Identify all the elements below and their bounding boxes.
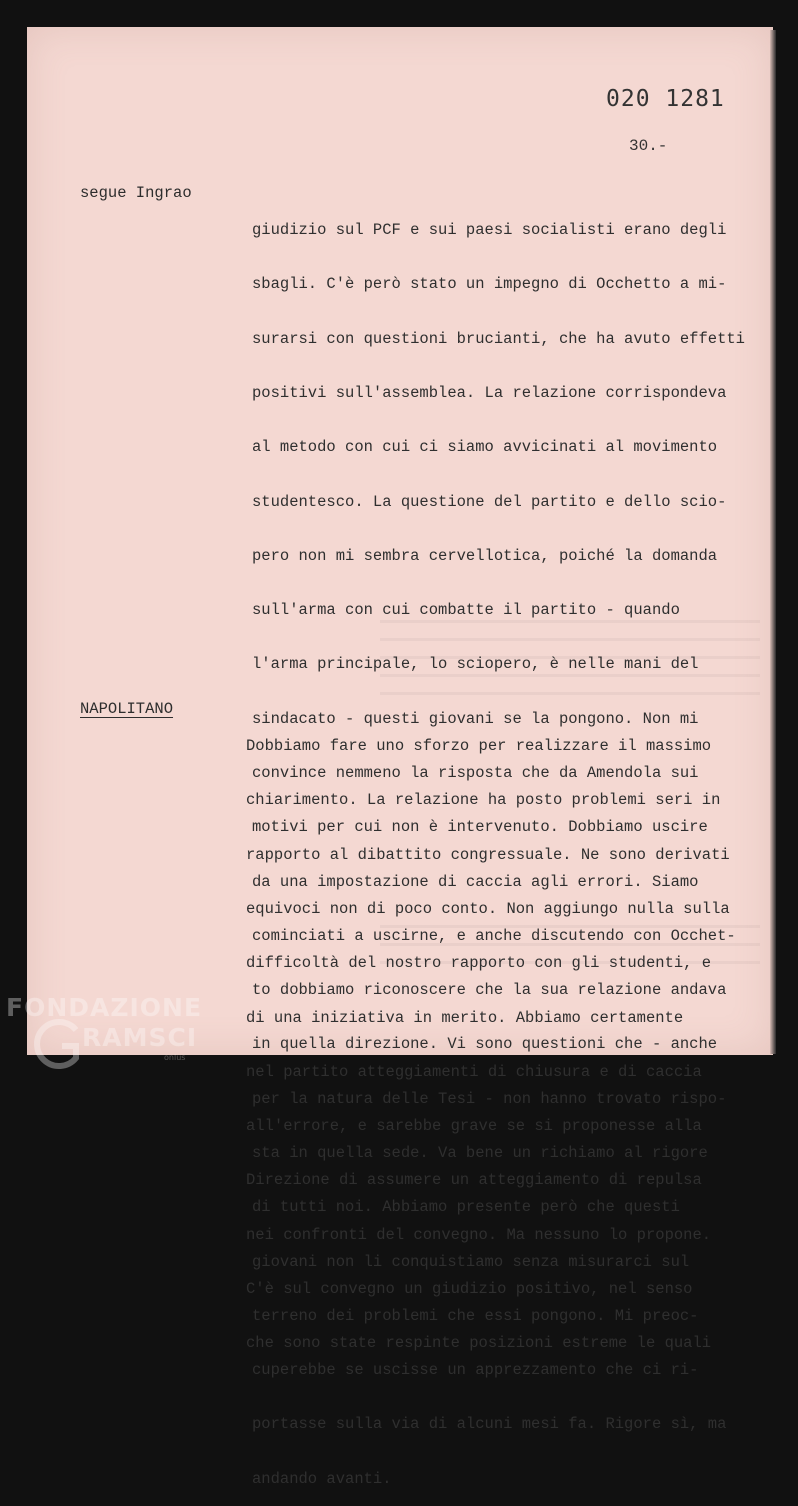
watermark-subtext: onlus (164, 1053, 186, 1062)
watermark-text: RAMSCI (82, 1023, 198, 1052)
text-line: cominciati a uscirne, e anche discutendo con Occhet- (252, 926, 736, 945)
speech-text (246, 701, 730, 1370)
watermark-logo (2, 990, 202, 1080)
text-line: sindacato - questi giovani se la pongono. Non mi (252, 709, 699, 728)
text-line: cuperebbe se uscisse un apprezzamento che ci ri- (252, 1361, 699, 1380)
text-line: al metodo con cui ci siamo avvicinati al movimento (252, 438, 718, 457)
text-line: che sono state respinte posizioni estreme le quali (246, 1334, 712, 1353)
text-line: Dobbiamo fare uno sforzo per realizzare il massimo (246, 737, 712, 756)
text-line: convince nemmeno la risposta che da Amendola sui (252, 764, 699, 782)
speaker-label: NAPOLITANO (80, 700, 174, 718)
text-line: da una impostazione di caccia agli errori. Siamo (252, 872, 699, 891)
text-line: difficoltà del nostro rapporto con gli studenti, e (246, 954, 712, 973)
text-line: l'arma principale, lo sciopero, è nelle mani del (252, 655, 699, 674)
text-line: C'è sul convegno un giudizio positivo, nel senso (246, 1280, 693, 1298)
text-line: in quella direzione. Vi sono questioni che - anche (252, 1035, 718, 1054)
text-line: all'errore, e sarebbe grave se si proponesse alla (246, 1117, 702, 1136)
text-line: di una iniziativa in merito. Abbiamo certamente (246, 1008, 684, 1027)
text-line: di tutti noi. Abbiamo presente però che questi (252, 1198, 680, 1217)
page-edge-shadow (770, 30, 776, 1054)
text-line: sull'arma con cui combatte il partito - quando (252, 601, 680, 620)
archive-number: 020 1281 (606, 86, 725, 112)
text-line: nel partito atteggiamenti di chiusura e di caccia (246, 1062, 702, 1081)
text-line: giovani non li conquistiamo senza misurarci sul (252, 1252, 690, 1271)
page-number: 30.- (629, 137, 668, 155)
text-line: positivi sull'assemblea. La relazione corrispondeva (252, 384, 727, 403)
text-line: motivi per cui non è intervenuto. Dobbiamo uscire (252, 818, 708, 837)
text-line: sbagli. C'è però stato un impegno di Occhetto a mi- (252, 275, 727, 294)
text-line: per la natura delle Tesi - non hanno trovato rispo- (252, 1089, 727, 1108)
g-logo-icon (34, 1016, 84, 1072)
text-line: studentesco. La questione del partito e dello scio- (252, 492, 727, 511)
watermark-text: FONDAZIONE (6, 993, 203, 1022)
text-line: andando avanti. (252, 1469, 392, 1488)
text-line: terreno dei problemi che essi pongono. Mi preoc- (252, 1306, 699, 1325)
text-line: equivoci non di poco conto. Non aggiungo nulla sulla (246, 900, 730, 919)
text-line: nei confronti del convegno. Ma nessuno lo propone. (246, 1225, 712, 1244)
text-line: to dobbiamo riconoscere che la sua relazione andava (252, 981, 727, 1000)
speaker-label: segue Ingrao (80, 184, 192, 202)
text-line: giudizio sul PCF e sui paesi socialisti erano degli (252, 221, 727, 240)
text-line: chiarimento. La relazione ha posto problemi seri in (246, 791, 721, 810)
text-line: sta in quella sede. Va bene un richiamo al rigore (252, 1143, 708, 1162)
text-line: surarsi con questioni brucianti, che ha avuto effetti (252, 329, 745, 348)
text-line: pero non mi sembra cervellotica, poiché la domanda (252, 546, 718, 565)
text-line: portasse sulla via di alcuni mesi fa. Rigore sì, ma (252, 1415, 727, 1434)
text-line: rapporto al dibattito congressuale. Ne sono derivati (246, 845, 730, 864)
text-line: Direzione di assumere un atteggiamento di repulsa (246, 1171, 702, 1190)
